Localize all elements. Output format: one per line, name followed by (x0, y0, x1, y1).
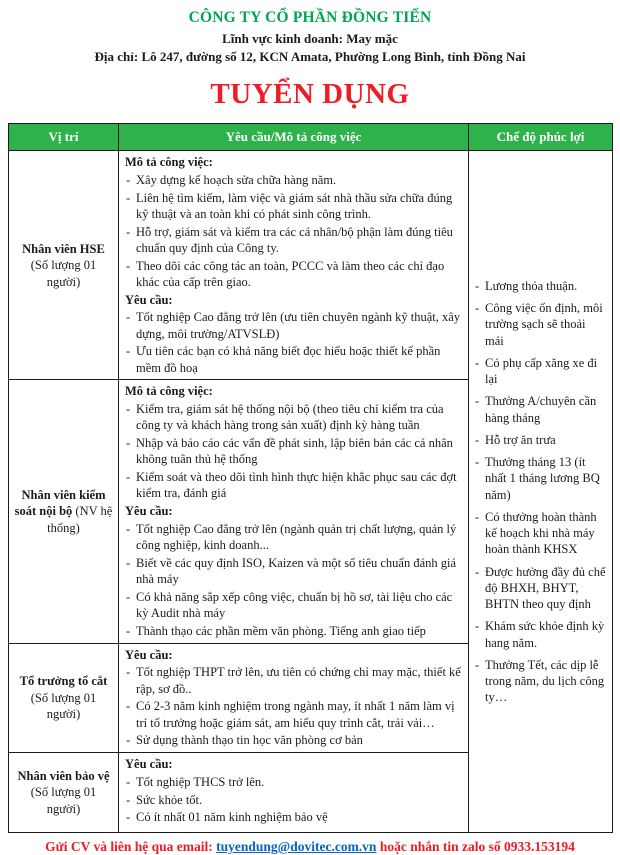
document-header (8, 8, 612, 114)
position-cell-bao-ve (9, 753, 119, 833)
position-cell-hse (9, 151, 119, 380)
contact-text-suffix: hoặc nhắn tin zalo số 0933.153194 (376, 839, 575, 855)
list-item: - Có ít nhất 01 năm kinh nghiệm bảo vệ (125, 809, 462, 825)
email-link[interactable]: tuyendung@dovitec.com.vn (216, 839, 377, 855)
list-item: - Kiểm soát và theo dõi tình hình thực hiện khắc phục sau các đợt kiểm tra, đánh giá (125, 469, 462, 502)
list-item: - Khám sức khỏe định kỳ hang năm. (474, 618, 607, 651)
position-name: Nhân viên HSE (22, 241, 105, 256)
list-item: - Tốt nghiệp THPT trở lên, ưu tiên có chứng chỉ may mặc, thiết kế rập, sơ đồ.. (125, 664, 462, 697)
column-header-benefits: Chế độ phúc lợi (469, 124, 613, 151)
desc-cell-bao-ve (119, 753, 469, 833)
benefits-cell (469, 151, 613, 833)
list-item: - Được hưởng đầy đủ chế độ BHXH, BHYT, BHTN theo quy định (474, 564, 607, 613)
benefits-list (474, 278, 607, 706)
table-row-hse (9, 151, 613, 380)
company-name: CÔNG TY CỔ PHẦN ĐỒNG TIẾN (188, 9, 432, 26)
req-list (125, 664, 462, 748)
list-item: - Tốt nghiệp Cao đẳng trở lên (ngành quản trị chất lượng, quản lý công nghiệp, kinh doanh... (125, 521, 462, 554)
section-heading-req: Yêu cầu: (125, 504, 173, 519)
position-quantity: (Số lượng 01 người) (30, 258, 97, 289)
list-item: - Có khả năng sắp xếp công việc, chuẩn bị hồ sơ, tài liệu cho các kỳ Audit nhà máy (125, 589, 462, 622)
list-item: - Thưởng A/chuyên cần hàng tháng (474, 393, 607, 426)
desc-cell-kiem-soat (119, 380, 469, 643)
contact-footer (8, 839, 612, 855)
position-name: Nhân viên kiểm soát nội bộ (14, 487, 106, 519)
section-heading-desc: Mô tả công việc: (125, 155, 213, 170)
contact-text-prefix: Gửi CV và liên hệ qua email: (45, 839, 217, 855)
list-item: - Xây dựng kế hoạch sửa chữa hàng năm. (125, 172, 462, 188)
table-header-row (9, 124, 613, 151)
list-item: - Lương thỏa thuận. (474, 278, 607, 294)
req-list (125, 521, 462, 639)
desc-cell-hse (119, 151, 469, 380)
section-heading-req: Yêu cầu: (125, 292, 173, 307)
list-item: - Theo dõi các công tác an toàn, PCCC và làm theo các chỉ đạo khác của cấp trên giao. (125, 258, 462, 291)
list-item: - Công việc ổn định, môi trường sạch sẽ thoải mái (474, 300, 607, 349)
req-list (125, 309, 462, 376)
list-item: - Tốt nghiệp THCS trở lên. (125, 774, 462, 790)
position-cell-to-cat (9, 643, 119, 753)
list-item: - Thành thạo các phần mềm văn phòng. Tiếng anh giao tiếp (125, 623, 462, 639)
list-item: - Tốt nghiệp Cao đẳng trở lên (ưu tiên chuyên ngành kỹ thuật, xây dựng, môi trường/ATVSLĐ) (125, 309, 462, 342)
list-item: - Hỗ trợ, giám sát và kiểm tra các cá nhân/bộ phận làm đúng tiêu chuẩn quy định của Công ty. (125, 224, 462, 257)
list-item: - Có 2-3 năm kinh nghiệm trong ngành may, ít nhất 1 năm làm vị trí tổ trưởng hoặc giám sát, am hiểu quy trình cắt, trải vải… (125, 698, 462, 731)
list-item: - Hỗ trợ ăn trưa (474, 432, 607, 448)
list-item: - Biết về các quy định ISO, Kaizen và một số tiêu chuẩn đánh giá nhà máy (125, 555, 462, 588)
position-cell-kiem-soat (9, 380, 119, 643)
list-item: - Thưởng tháng 13 (ít nhất 1 tháng lương BQ năm) (474, 454, 607, 503)
column-header-position: Vị trí (9, 124, 119, 151)
position-quantity: (Số lượng 01 người) (30, 785, 97, 816)
req-list (125, 774, 462, 826)
recruitment-table (8, 123, 613, 833)
position-name: Tổ trưởng tổ cắt (19, 674, 108, 689)
position-quantity: (NV hệ thống) (47, 504, 113, 535)
section-heading-desc: Mô tả công việc: (125, 384, 213, 399)
list-item: - Sức khỏe tốt. (125, 792, 462, 808)
page-title: TUYỂN DỤNG (210, 78, 410, 111)
list-item: - Có phụ cấp xăng xe đi lại (474, 355, 607, 388)
list-item: - Kiểm tra, giám sát hệ thống nội bộ (theo tiêu chí kiểm tra của công ty và khách hàng trong sản xuất) định kỳ hàng tuần (125, 401, 462, 434)
column-header-requirements: Yêu cầu/Mô tả công việc (119, 124, 469, 151)
desc-list (125, 172, 462, 290)
list-item: - Sử dụng thành thạo tin học văn phòng cơ bản (125, 732, 462, 748)
list-item: - Có thưởng hoàn thành kế hoạch khi nhà máy hoàn thành KHSX (474, 509, 607, 558)
desc-cell-to-cat (119, 643, 469, 753)
section-heading-req: Yêu cầu: (125, 757, 173, 772)
list-item: - Thưởng Tết, các dịp lễ trong năm, du lịch công ty… (474, 657, 607, 706)
list-item: - Nhập và báo cáo các vấn đề phát sinh, lập biên bản các cá nhân không tuân thủ hệ thống (125, 435, 462, 468)
desc-list (125, 401, 462, 502)
company-address: Địa chỉ: Lô 247, đường số 12, KCN Amata, Phường Long Bình, tỉnh Đồng Nai (94, 49, 526, 65)
list-item: - Ưu tiên các bạn có khả năng biết đọc hiểu hoặc thiết kế phần mềm đồ hoạ (125, 343, 462, 376)
position-name: Nhân viên bảo vệ (17, 768, 110, 783)
section-heading-req: Yêu cầu: (125, 647, 173, 662)
list-item: - Liên hệ tìm kiếm, làm việc và giám sát nhà thầu sửa chữa đúng kỹ thuật và an toàn khi có phát sinh công trình. (125, 190, 462, 223)
position-quantity: (Số lượng 01 người) (30, 690, 97, 722)
business-line: Lĩnh vực kinh doanh: May mặc (222, 30, 398, 46)
